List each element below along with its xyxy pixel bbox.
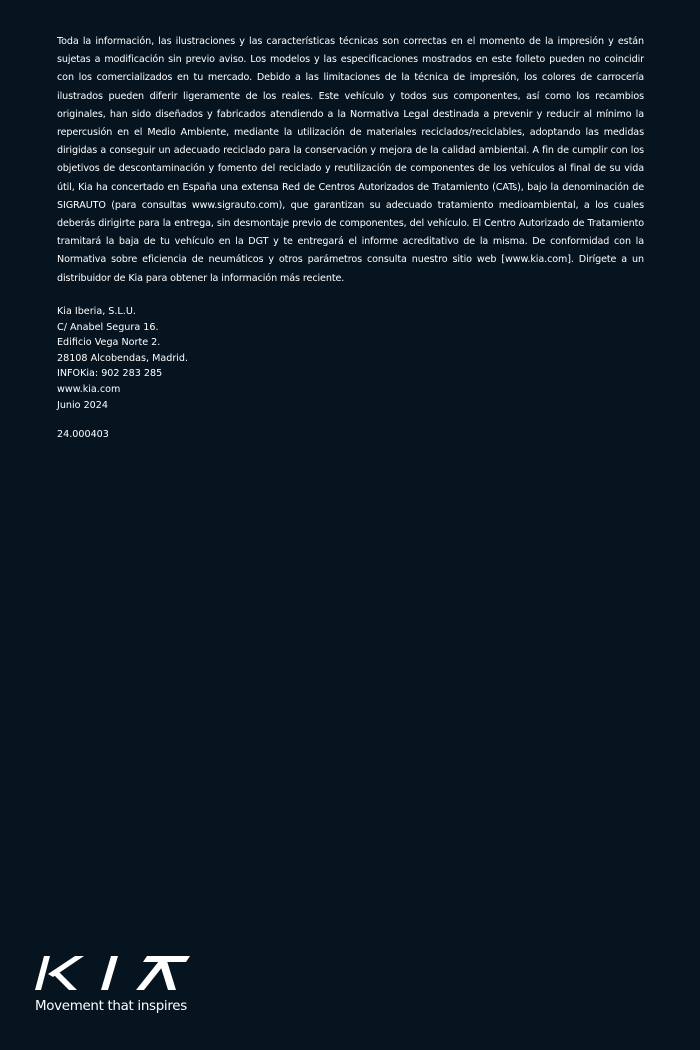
info-phone: INFOKia: 902 283 285 (57, 368, 163, 380)
brand-block (35, 955, 195, 1014)
building-name: Edificio Vega Norte 2. (57, 337, 161, 349)
company-address-block (57, 304, 188, 413)
postal-city: 28108 Alcobendas, Madrid. (57, 352, 189, 364)
publication-date: Junio 2024 (57, 399, 108, 411)
kia-logo-icon (35, 955, 190, 991)
website: www.kia.com (57, 383, 121, 395)
brand-tagline: Movement that inspires (35, 999, 187, 1014)
street-address: C/ Anabel Segura 16. (57, 321, 159, 333)
legal-disclaimer-text: Toda la información, las ilustraciones y las características técnicas son correctas en el momento de la impresión y están sujetas a modificación sin previo aviso. Los modelos y las especificaciones mostrados en este folleto pueden no coincidir con los comercializados en tu mercado. Debido a las limitaciones de la técnica de impresión, los colores de carrocería ilustrados pueden diferir ligeramente de los reales. Este vehículo y todos sus componentes, así como los recambios originales, han sido diseñados y fabricados atendiendo a la Normativa Legal destinada a prevenir y reducir al mínimo la repercusión en el Medio Ambiente, mediante la utilización de materiales reciclados/reciclables, adoptando las medidas dirigidas a conseguir un adecuado reciclado para la conservación y mejora de la calidad ambiental. A fin de cumplir con los objetivos de descontaminación y fomento del reciclado y reutilización de componentes de los vehículos al final de su vida útil, Kia ha concertado en España una extensa Red de Centros Autorizados de Tratamiento (CATs), bajo la denominación de SIGRAUTO (para consultas www.sigrauto.com), que garantizan su adecuado tratamiento medioambiental, a los cuales deberás dirigirte para la entrega, sin desmontaje previo de componentes, del vehículo. El Centro Autorizado de Tratamiento tramitará la baja de tu vehículo en la DGT y te entregará el informe acreditativo de la misma. De conformidad con la Normativa sobre eficiencia de neumáticos y otros parámetros consulta nuestro sitio web [www.kia.com]. Dirígete a un distribuidor de Kia para obtener la información más reciente. (57, 36, 644, 284)
company-name: Kia Iberia, S.L.U. (57, 306, 136, 317)
document-code: 24.000403 (57, 429, 109, 440)
